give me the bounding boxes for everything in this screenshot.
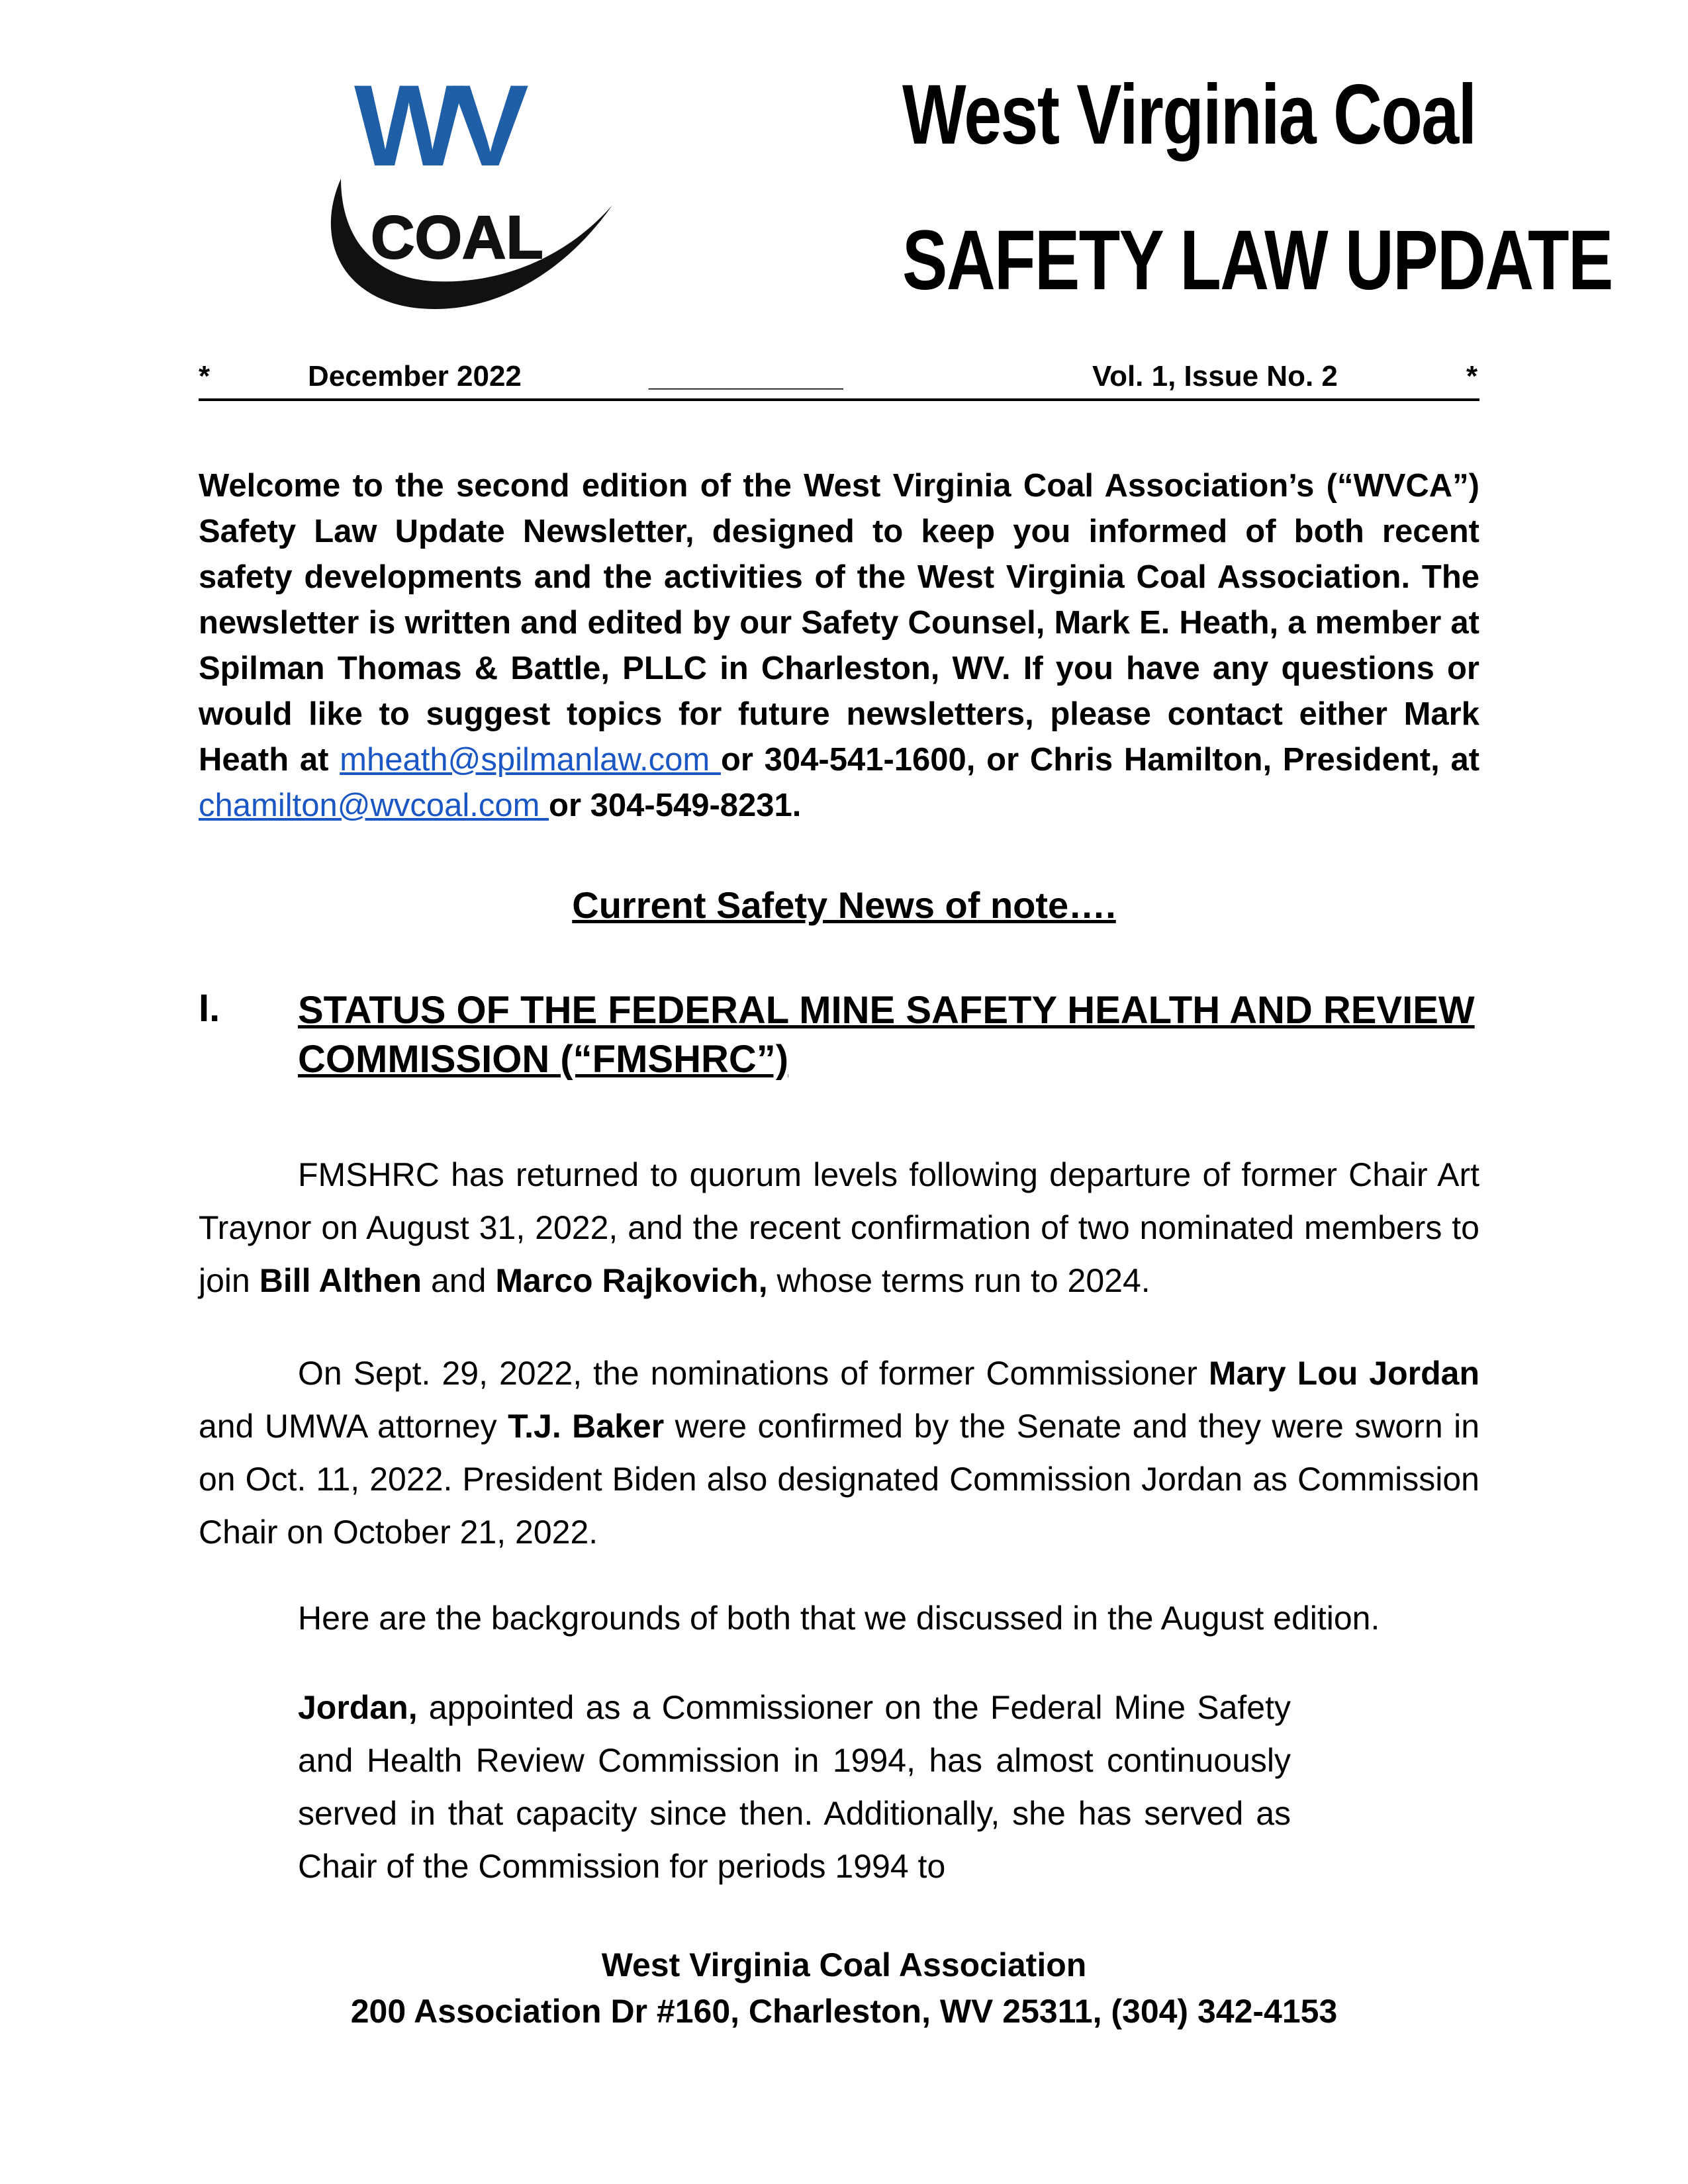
intro-paragraph bbox=[199, 463, 1479, 829]
intro-text-2: or 304-541-1600, or Chris Hamilton, President, at bbox=[720, 742, 1480, 778]
p2-text-e: were confirmed by the Senate and they were sworn in on Oct. 11, 2022. President Biden also designated Commission Jordan as Commission Chair on October 21, 2022. bbox=[199, 1408, 1480, 1551]
section-title: Current Safety News of note…. bbox=[572, 884, 1116, 926]
masthead-subtitle: SAFETY LAW UPDATE bbox=[902, 213, 1613, 308]
issue-blank: ____________ bbox=[649, 360, 843, 392]
svg-text:WV: WV bbox=[354, 66, 517, 191]
svg-text:COAL: COAL bbox=[371, 204, 543, 271]
masthead-title: West Virginia Coal bbox=[902, 68, 1476, 162]
paragraph-backgrounds: Here are the backgrounds of both that we discussed in the August edition. bbox=[298, 1600, 1380, 1637]
heading-fmshrc: STATUS OF THE FEDERAL MINE SAFETY HEALTH AND REVIEW COMMISSION (“FMSHRC”) bbox=[298, 989, 1475, 1081]
p1-text-e: whose terms run to 2024. bbox=[767, 1262, 1150, 1299]
wv-coal-logo bbox=[301, 66, 619, 318]
issue-date: December 2022 bbox=[308, 360, 522, 392]
p1-name-althen: Bill Althen bbox=[259, 1262, 422, 1299]
p1-text-c: and bbox=[422, 1262, 496, 1299]
p1-name-rajkovich: Marco Rajkovich, bbox=[495, 1262, 768, 1299]
p1-text-a: FMSHRC has returned to quorum levels following departure of former Chair Art Traynor on August 31, 2022, and the recent confirmation of two nominated members to join bbox=[199, 1156, 1479, 1299]
paragraph-quorum bbox=[199, 1148, 1479, 1307]
issue-star-right: * bbox=[1466, 360, 1478, 392]
paragraph-jordan-bio bbox=[298, 1681, 1291, 1893]
p2-text-a: On Sept. 29, 2022, the nominations of former Commissioner bbox=[298, 1355, 1209, 1392]
p4-name-jordan: Jordan, bbox=[298, 1689, 418, 1726]
p2-name-baker: T.J. Baker bbox=[508, 1408, 665, 1445]
email-link-chamilton[interactable]: chamilton@wvcoal.com bbox=[199, 788, 549, 823]
heading-number: I. bbox=[199, 987, 220, 1030]
intro-text-1: Welcome to the second edition of the West Virginia Coal Association’s (“WVCA”) Safety Law Update Newsletter, designed to keep you informed of both recent safety developments and the activities of the West Virginia Coal Association. The newsletter is written and edited by our Safety Counsel, Mark E. Heath, a member at Spilman Thomas & Battle, PLLC in Charleston, WV. If you have any questions or would like to suggest topics for future newsletters, please contact either Mark Heath at bbox=[199, 468, 1479, 778]
footer-org-name: West Virginia Coal Association bbox=[601, 1946, 1087, 1983]
email-link-mheath[interactable]: mheath@spilmanlaw.com bbox=[340, 742, 721, 778]
issue-star-left: * bbox=[199, 360, 211, 392]
paragraph-nominations bbox=[199, 1347, 1479, 1559]
p2-name-jordan: Mary Lou Jordan bbox=[1208, 1355, 1479, 1392]
intro-text-3: or 304-549-8231. bbox=[549, 788, 802, 823]
p4-text: appointed as a Commissioner on the Federal Mine Safety and Health Review Commission in 1994, has almost continuously served in that capacity since then. Additionally, she has served as Chair of the Commission for periods 1994 to bbox=[298, 1689, 1291, 1885]
p2-text-c: and UMWA attorney bbox=[199, 1408, 508, 1445]
issue-line bbox=[199, 357, 1479, 401]
footer-address: 200 Association Dr #160, Charleston, WV 25311, (304) 342-4153 bbox=[350, 1993, 1338, 2030]
issue-volume: Vol. 1, Issue No. 2 bbox=[1092, 360, 1338, 392]
